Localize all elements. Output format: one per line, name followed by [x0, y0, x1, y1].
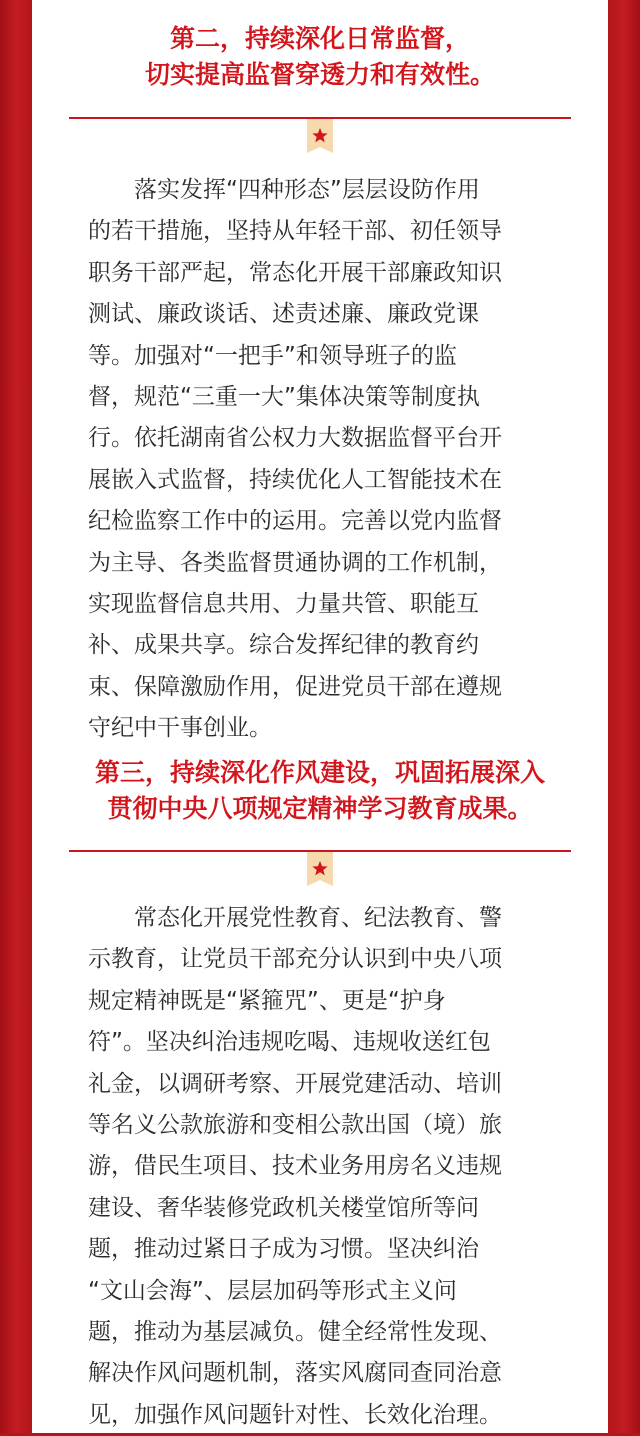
section-3-heading-line-2: 贯彻中央八项规定精神学习教育成果。 — [107, 794, 533, 823]
body-line: 礼金，以调研考察、开展党建活动、培训 — [88, 1070, 502, 1097]
body-line: 守纪中干事创业。 — [88, 715, 272, 742]
body-line: 展嵌入式监督，持续优化人工智能技术在 — [88, 466, 502, 493]
body-line: 行。依托湖南省公权力大数据监督平台开 — [88, 425, 502, 452]
body-line: 等名义公款旅游和变相公款出国（境）旅 — [88, 1112, 502, 1139]
body-line: 解决作风问题机制，落实风腐同查同治意 — [88, 1360, 502, 1387]
section-3-body — [88, 898, 568, 1436]
body-line: 常态化开展党性教育、纪法教育、警 — [134, 905, 502, 931]
body-line: 等。加强对“一把手”和领导班子的监 — [88, 342, 457, 369]
body-line: 规定精神既是“紧箍咒”、更是“护身 — [88, 987, 446, 1014]
body-line: 游，借民生项目、技术业务用房名义违规 — [88, 1153, 502, 1180]
section-2-heading-line-2: 切实提高监督穿透力和有效性。 — [144, 60, 495, 89]
body-line: 题，推动过紧日子成为习惯。坚决纠治 — [88, 1236, 479, 1263]
body-line: 为主导、各类监督贯通协调的工作机制， — [88, 549, 502, 576]
section-2-heading — [32, 21, 608, 93]
body-line: 督，规范“三重一大”集体决策等制度执 — [88, 384, 480, 411]
section-3-heading-line-1: 第三，持续深化作风建设，巩固拓展深入 — [94, 758, 545, 787]
body-line: 束、保障激励作用，促进党员干部在遵规 — [88, 673, 502, 700]
body-line: 职务干部严起，常态化开展干部廉政知识 — [88, 259, 502, 286]
section-3-heading — [32, 755, 608, 827]
body-line: 建设、奢华装修党政机关楼堂馆所等问 — [88, 1194, 479, 1221]
body-line: 落实发挥“四种形态”层层设防作用 — [134, 177, 480, 203]
body-line: 符”。坚决纠治违规吃喝、违规收送红包 — [88, 1029, 491, 1056]
body-line: “文山会海”、层层加码等形式主义问 — [88, 1277, 457, 1304]
body-line: 补、成果共享。综合发挥纪律的教育约 — [88, 632, 479, 659]
body-line: 纪检监察工作中的运用。完善以党内监督 — [88, 508, 502, 535]
star-ribbon-icon — [307, 852, 333, 886]
section-2-heading-line-1: 第二，持续深化日常监督， — [169, 24, 470, 53]
body-line: 实现监督信息共用、力量共管、职能互 — [88, 591, 479, 618]
section-2-body — [88, 170, 568, 750]
body-line: 见，加强作风问题针对性、长效化治理。 — [88, 1401, 502, 1428]
body-line: 示教育，让党员干部充分认识到中央八项 — [88, 946, 502, 973]
body-line: 测试、廉政谈话、述责述廉、廉政党课 — [88, 301, 479, 328]
body-line: 题，推动为基层减负。健全经常性发现、 — [88, 1319, 502, 1346]
content-panel — [32, 0, 608, 1433]
body-line: 的若干措施，坚持从年轻干部、初任领导 — [88, 218, 502, 245]
star-ribbon-icon — [307, 119, 333, 153]
